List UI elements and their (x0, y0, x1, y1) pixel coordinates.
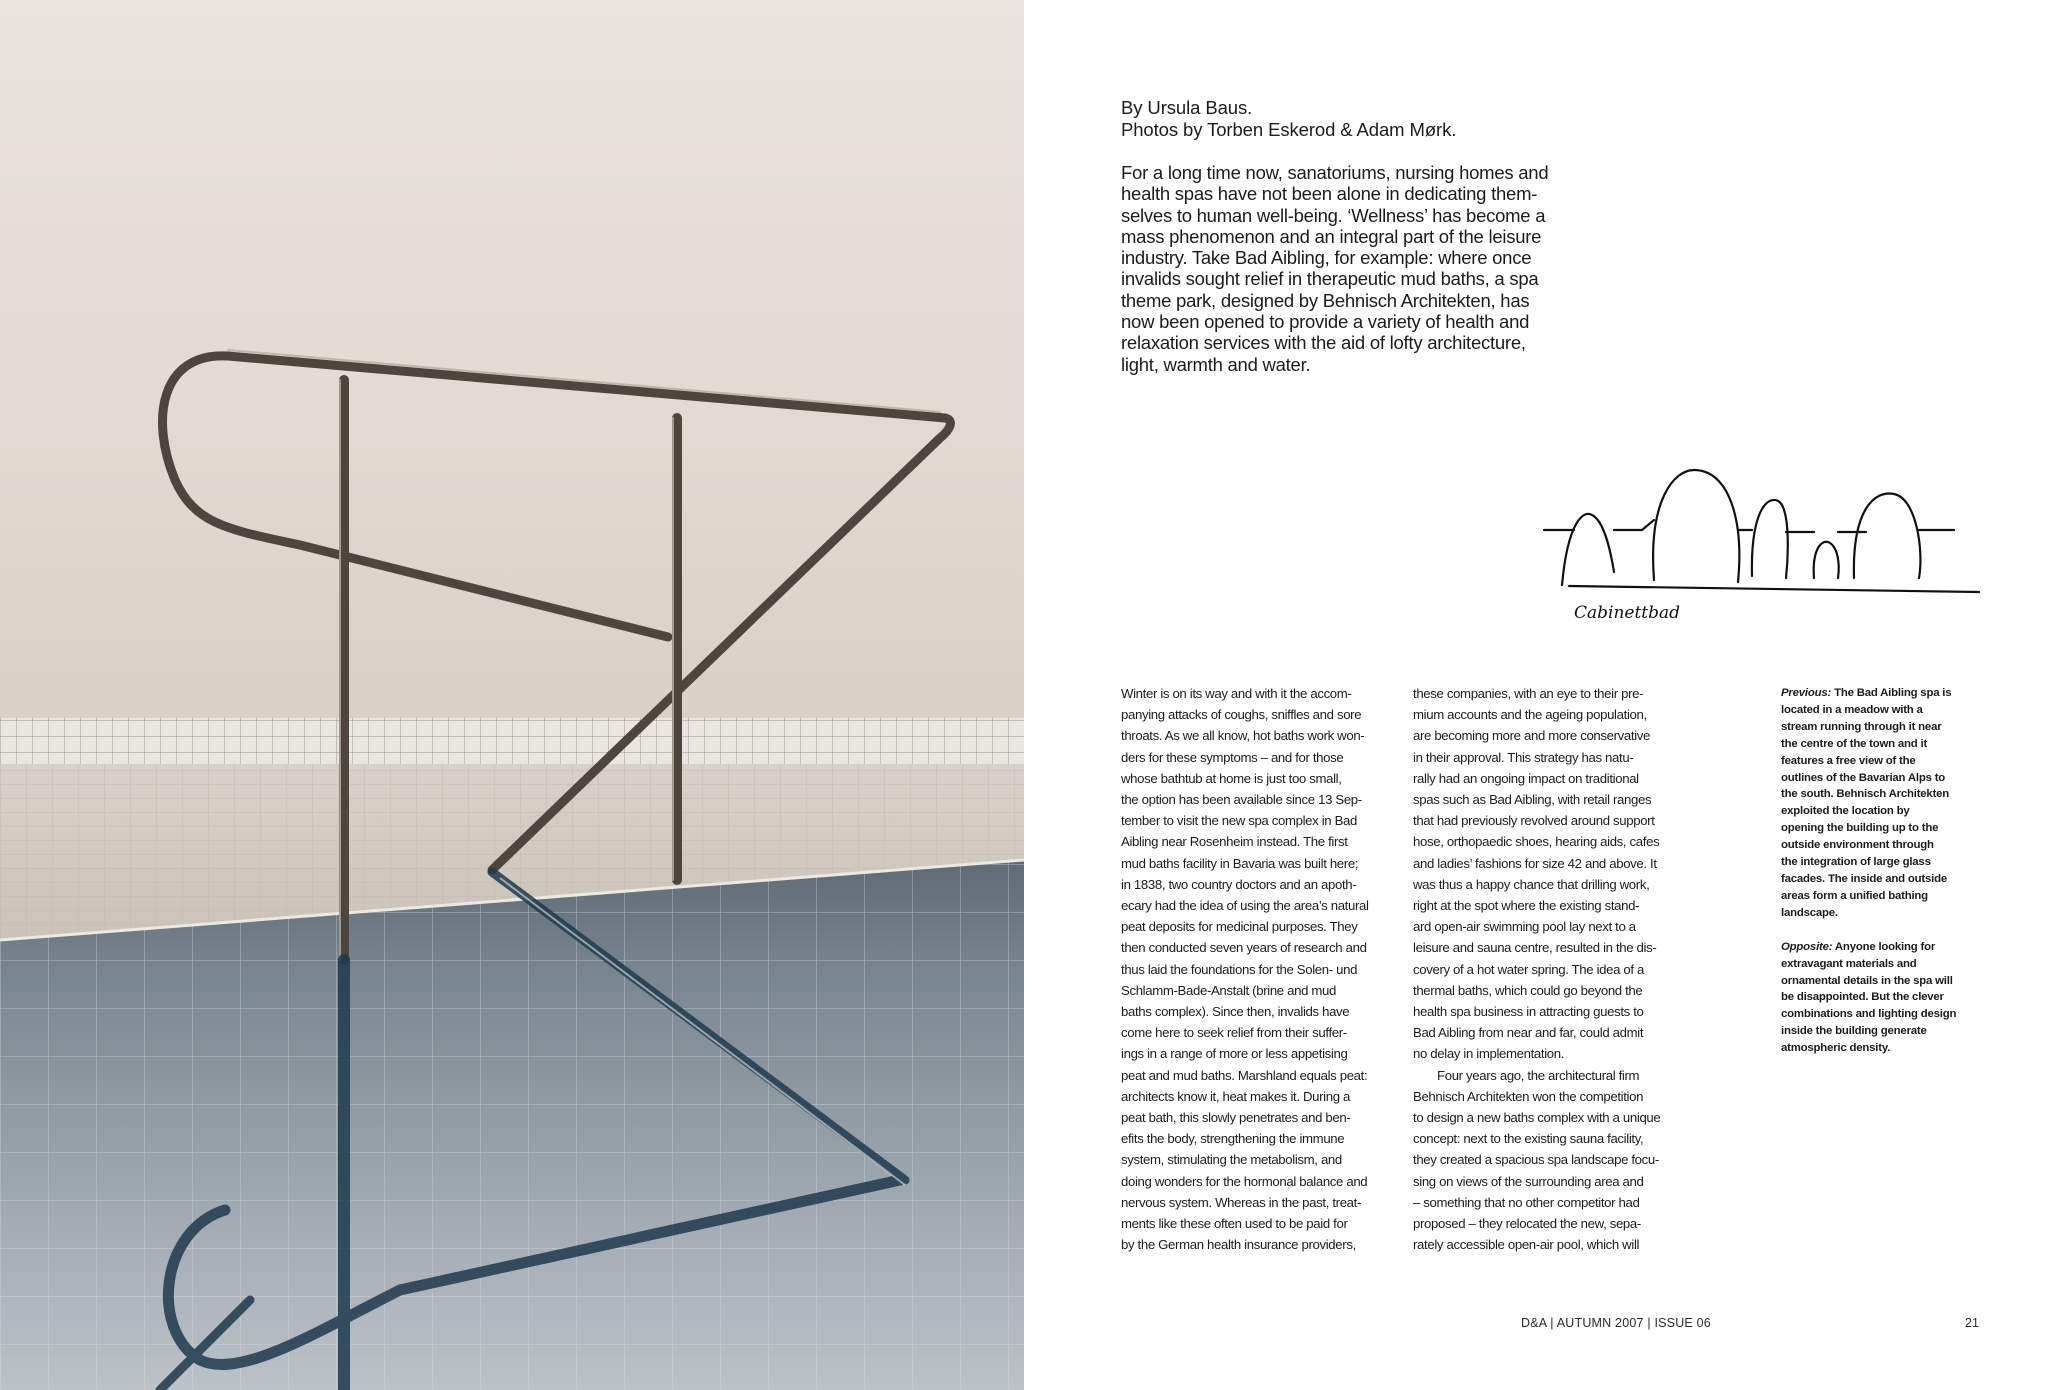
body-line: then conducted seven years of research and (1121, 940, 1367, 956)
intro-line: invalids sought relief in therapeutic mud baths, a spa (1121, 268, 1539, 290)
body-line: in 1838, two country doctors and an apoth- (1121, 876, 1357, 892)
body-line: that had previously revolved around support (1413, 813, 1655, 829)
intro-line: theme park, designed by Behnisch Architekten, has (1121, 289, 1530, 311)
body-line: efits the body, strengthening the immune (1121, 1131, 1345, 1147)
running-footer: D&A | AUTUMN 2007 | ISSUE 06 (1521, 1316, 1711, 1330)
caption-line: facades. The inside and outside (1781, 872, 1947, 885)
body-line: hose, orthopaedic shoes, hearing aids, cafes (1413, 834, 1660, 850)
photo-captions (1781, 685, 2001, 1057)
body-line: are becoming more and more conservative (1413, 728, 1651, 744)
body-line: Four years ago, the architectural firm (1437, 1067, 1640, 1083)
body-line: they created a spacious spa landscape focu- (1413, 1152, 1659, 1168)
body-line: and ladies’ fashions for size 42 and above. It (1413, 855, 1657, 871)
intro-line: relaxation services with the aid of lofty architecture, (1121, 332, 1526, 354)
body-line: doing wonders for the hormonal balance and (1121, 1173, 1368, 1189)
caption-line (1781, 939, 2001, 956)
body-line: Aibling near Rosenheim instead. The first (1121, 834, 1348, 850)
caption-lead: Opposite: (1781, 940, 1833, 953)
caption-line: exploited the location by (1781, 805, 1910, 818)
caption-line: combinations and lighting design (1781, 1008, 1957, 1021)
body-line: rally had an ongoing impact on traditional (1413, 770, 1639, 786)
body-line: ings in a range of more or less appetising (1121, 1046, 1348, 1062)
body-column-1 (1121, 683, 1393, 1255)
body-line: peat bath, this slowly penetrates and ben- (1121, 1110, 1351, 1126)
body-line: ments like these often used to be paid for (1121, 1216, 1348, 1232)
body-line: panying attacks of coughs, sniffles and sore (1121, 707, 1362, 723)
sketch-label: Cabinettbad (1574, 603, 1681, 620)
body-line: rately accessible open-air pool, which will (1413, 1237, 1640, 1253)
caption-line: features a free view of the (1781, 754, 1916, 767)
caption-text: The Bad Aibling spa is (1834, 687, 1952, 699)
body-line: system, stimulating the metabolism, and (1121, 1152, 1342, 1168)
body-line: Winter is on its way and with it the accom- (1121, 686, 1352, 701)
caption-text: Anyone looking for (1834, 940, 1936, 953)
body-column-2 (1413, 683, 1685, 1255)
caption-line: landscape. (1781, 906, 1838, 919)
intro-line: light, warmth and water. (1121, 353, 1311, 375)
caption-line: extravagant materials and (1781, 957, 1917, 970)
body-line: thus laid the foundations for the Solen- und (1121, 961, 1358, 977)
caption-lead: Previous: (1781, 687, 1832, 699)
intro-line: mass phenomenon and an integral part of the leisure (1121, 225, 1542, 247)
article-page (1024, 0, 2048, 1390)
body-line: Bad Aibling from near and far, could admit (1413, 1025, 1644, 1041)
body-line: Behnisch Architekten won the competition (1413, 1088, 1644, 1104)
caption-line: outlines of the Bavarian Alps to (1781, 771, 1946, 784)
body-line: whose bathtub at home is just too small, (1121, 770, 1342, 786)
body-line: Schlamm-Bade-Anstalt (brine and mud (1121, 982, 1336, 998)
caption-line: inside the building generate (1781, 1025, 1927, 1038)
body-line: was thus a happy chance that drilling work, (1413, 876, 1650, 892)
author-credit: By Ursula Baus. (1121, 97, 1253, 118)
caption-line: atmospheric density. (1781, 1042, 1891, 1055)
body-line: peat and mud baths. Marshland equals peat: (1121, 1067, 1368, 1083)
caption-line: the centre of the town and it (1781, 737, 1928, 750)
body-line: tember to visit the new spa complex in Bad (1121, 813, 1357, 829)
caption-line: located in a meadow with a (1781, 703, 1923, 716)
body-line: nervous system. Whereas in the past, treat- (1121, 1194, 1362, 1210)
body-line: these companies, with an eye to their pre- (1413, 686, 1644, 701)
intro-line: selves to human well-being. ‘Wellness’ has become a (1121, 204, 1546, 226)
body-line: mium accounts and the ageing population, (1413, 707, 1647, 723)
byline (1121, 97, 1561, 140)
body-line: covery of a hot water spring. The idea of a (1413, 961, 1645, 977)
body-line: baths complex). Since then, invalids have (1121, 1004, 1350, 1020)
body-line: the option has been available since 13 Sep- (1121, 792, 1362, 808)
caption-line: ornamental details in the spa will (1781, 974, 1953, 987)
body-line: by the German health insurance providers, (1121, 1237, 1356, 1253)
body-line: thermal baths, which could go beyond the (1413, 982, 1643, 998)
body-line: ard open-air swimming pool lay next to a (1413, 919, 1636, 935)
caption-line: be disappointed. But the clever (1781, 991, 1944, 1004)
intro-line: health spas have not been alone in dedicating them- (1121, 183, 1538, 205)
body-line: sing on views of the surrounding area and (1413, 1173, 1644, 1189)
body-line: peat deposits for medicinal purposes. They (1121, 919, 1358, 935)
body-line: – something that no other competitor had (1413, 1194, 1640, 1210)
intro-line: For a long time now, sanatoriums, nursing homes and (1121, 162, 1549, 183)
body-line: right at the spot where the existing stand- (1413, 898, 1640, 914)
body-line: proposed – they relocated the new, sepa- (1413, 1216, 1641, 1232)
body-line: leisure and sauna centre, resulted in the dis- (1413, 940, 1657, 956)
intro-paragraph (1121, 162, 1549, 375)
body-line: spas such as Bad Aibling, with retail ranges (1413, 792, 1652, 808)
intro-line: now been opened to provide a variety of health and (1121, 311, 1530, 333)
caption-line (1781, 685, 2001, 702)
page-number: 21 (1965, 1316, 1979, 1330)
caption-line: stream running through it near (1781, 720, 1942, 733)
caption-line: outside environment through (1781, 839, 1934, 852)
cabinettbad-sketch (1514, 460, 1994, 620)
body-line: in their approval. This strategy has natu- (1413, 749, 1634, 765)
body-line: health spa business in attracting guests to (1413, 1004, 1644, 1020)
body-line: to design a new baths complex with a unique (1413, 1110, 1661, 1126)
caption-line: opening the building up to the (1781, 822, 1939, 835)
caption-line: the integration of large glass (1781, 856, 1931, 869)
body-line: ders for these symptoms – and for those (1121, 749, 1344, 765)
caption-line: the south. Behnisch Architekten (1781, 788, 1950, 801)
body-line: throats. As we all know, hot baths work won- (1121, 728, 1365, 744)
body-line: ecary had the idea of using the area’s natural (1121, 898, 1369, 914)
body-line: mud baths facility in Bavaria was built here; (1121, 855, 1359, 871)
body-line: architects know it, heat makes it. During a (1121, 1088, 1351, 1104)
body-line: concept: next to the existing sauna facility, (1413, 1131, 1644, 1147)
photo-credit: Photos by Torben Eskerod & Adam Mørk. (1121, 118, 1457, 140)
intro-line: industry. Take Bad Aibling, for example: where once (1121, 247, 1532, 269)
body-line: come here to seek relief from their suffer- (1121, 1025, 1347, 1041)
caption-line: areas form a unified bathing (1781, 889, 1928, 902)
body-line: no delay in implementation. (1413, 1046, 1565, 1062)
